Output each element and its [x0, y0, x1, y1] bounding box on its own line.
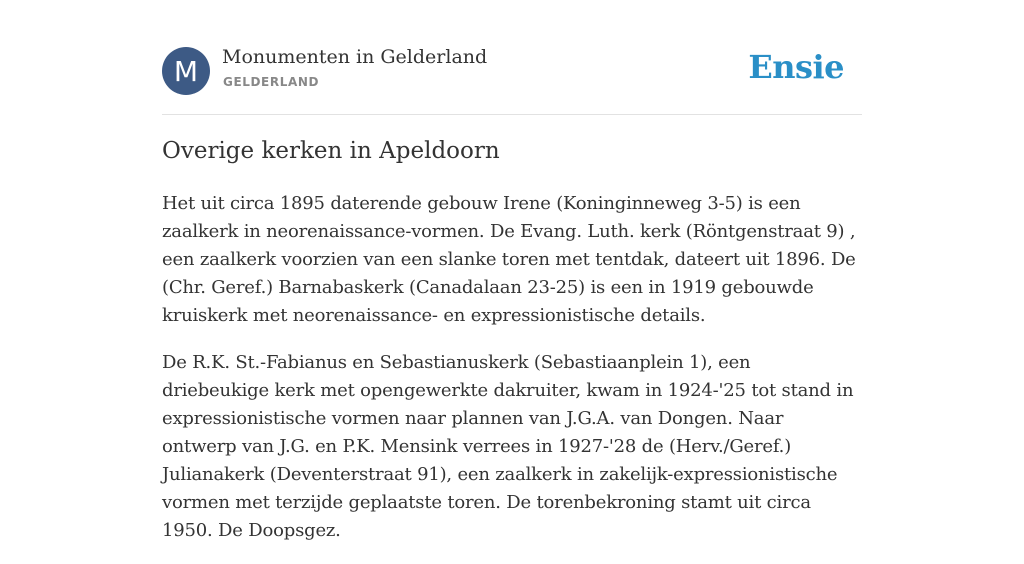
- source-header: [162, 0, 862, 115]
- page-title: Overige kerken in Apeldoorn: [162, 138, 500, 164]
- page-container: [162, 0, 862, 541]
- article-body: [162, 190, 862, 564]
- source-name-link[interactable]: Monumenten in Gelderland: [222, 46, 488, 68]
- article-paragraph: De R.K. St.-Fabianus en Sebastianuskerk (Sebastiaanplein 1), een driebeukige kerk met opengewerkte dakruiter, kwam in 1924-'25 tot stand in expressionistische vormen naar plannen van J.G.A. van Dongen. Naar ontwerp van J.G. en P.K. Mensink verrees in 1927-'28 de (Herv./Geref.) Julianakerk (Deventerstraat 91), een zaalkerk in zakelijk-expressionistische vormen met terzijde geplaatste toren. De torenbekroning stamt uit circa 1950. De Doopsgez.: [162, 352, 854, 541]
- brand-logo[interactable]: Ensie: [748, 48, 844, 86]
- source-region-label: GELDERLAND: [223, 75, 320, 89]
- source-avatar[interactable]: M: [162, 47, 210, 95]
- article-paragraph: Het uit circa 1895 daterende gebouw Irene (Koninginneweg 3-5) is een zaalkerk in neorenaissance-vormen. De Evang. Luth. kerk (Röntgenstraat 9) , een zaalkerk voorzien van een slanke toren met tentdak, dateert uit 1896. De (Chr. Geref.) Barnabaskerk (Canadalaan 23-25) is een in 1919 gebouwde kruiskerk met neorenaissance- en expressionistische details.: [162, 193, 856, 326]
